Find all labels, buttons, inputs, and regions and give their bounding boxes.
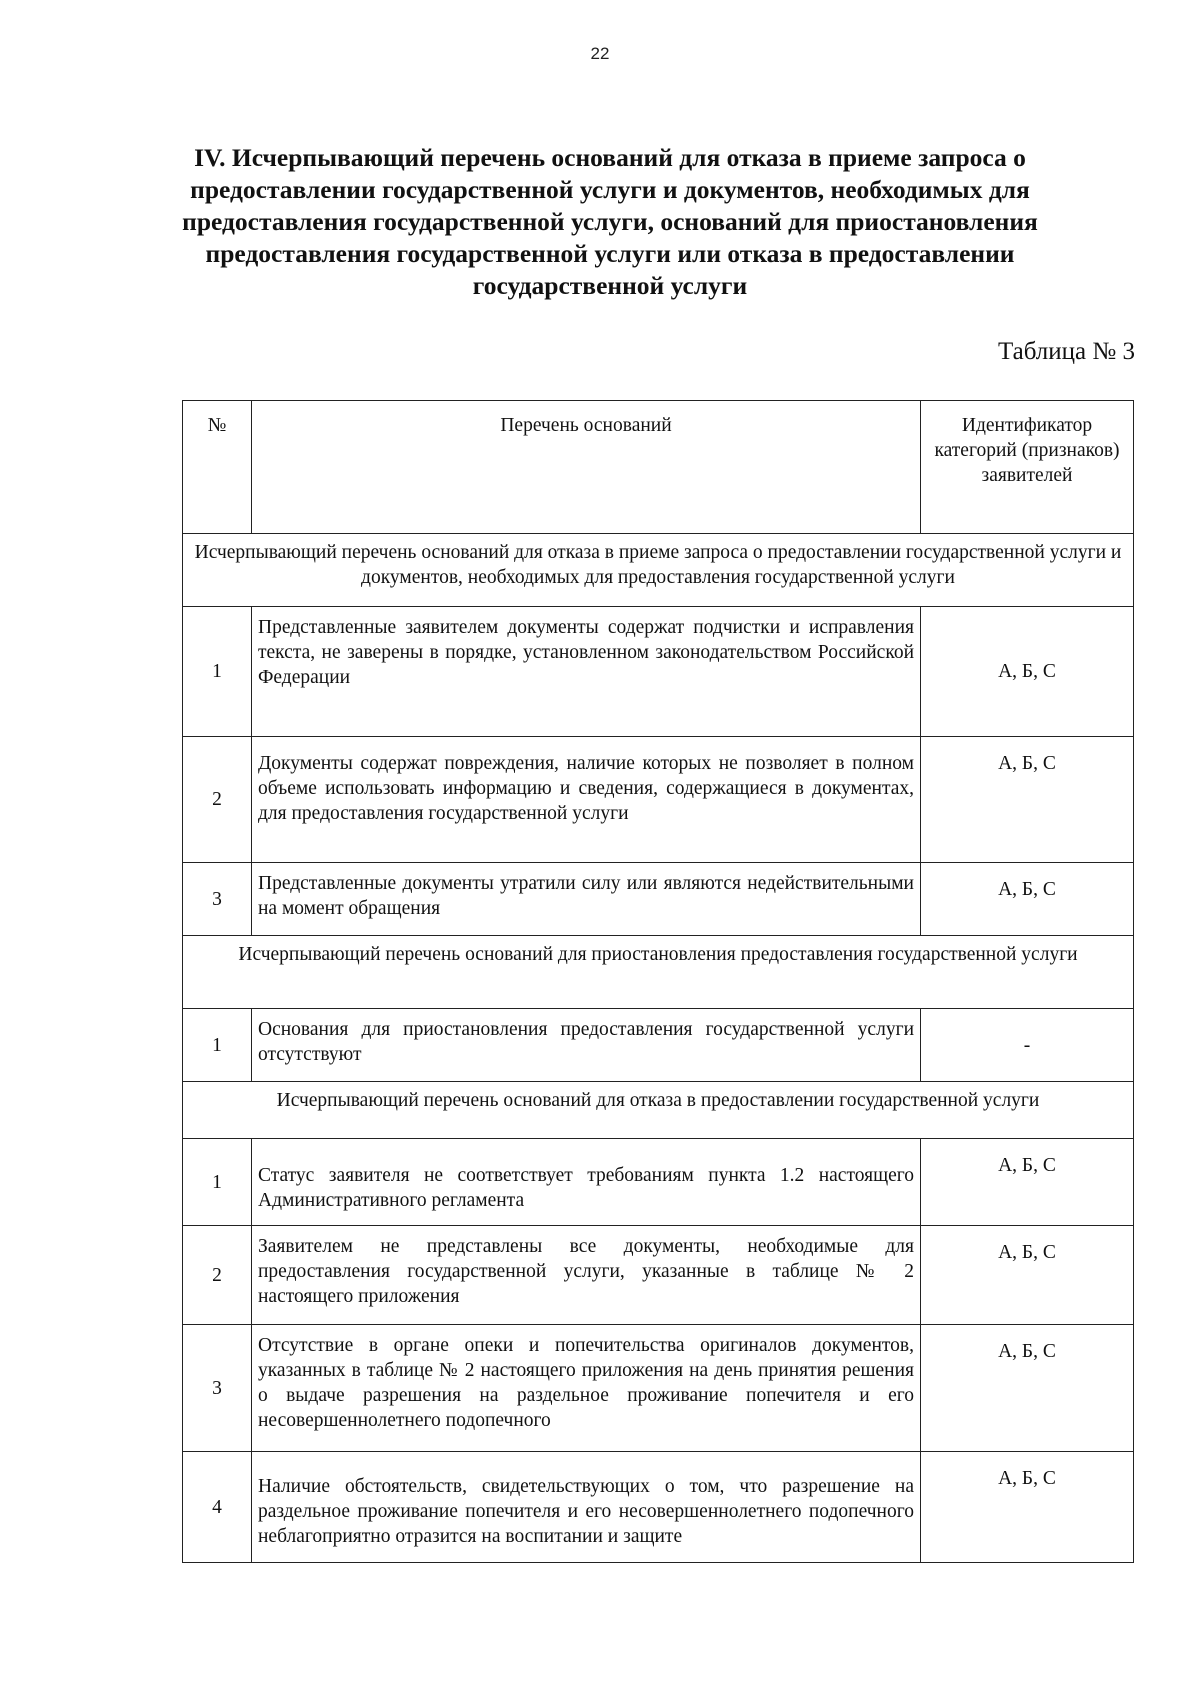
row-identifier: А, Б, С xyxy=(921,1139,1134,1226)
row-text: Статус заявителя не соответствует требованиям пункта 1.2 настоящего Административного регламента xyxy=(252,1139,921,1226)
row-identifier: А, Б, С xyxy=(921,607,1134,737)
row-num: 1 xyxy=(183,607,252,737)
row-text: Документы содержат повреждения, наличие которых не позволяет в полном объеме использовать информацию и сведения, содержащиеся в документах, для предоставления государственной услуги xyxy=(252,737,921,863)
section-heading-row xyxy=(183,1082,1134,1139)
row-identifier: А, Б, С xyxy=(921,863,1134,936)
table-row xyxy=(183,1325,1134,1452)
table-row xyxy=(183,1226,1134,1325)
row-text: Представленные заявителем документы содержат подчистки и исправления текста, не заверены в порядке, установленном законодательством Российской Федерации xyxy=(252,607,921,737)
row-num: 4 xyxy=(183,1452,252,1563)
row-text: Основания для приостановления предоставления государственной услуги отсутствуют xyxy=(252,1009,921,1082)
page-number: 22 xyxy=(590,44,610,63)
row-identifier: А, Б, С xyxy=(921,1452,1134,1563)
row-num: 3 xyxy=(183,1325,252,1452)
table-label: Таблица № 3 xyxy=(997,338,1135,365)
section-heading-row xyxy=(183,936,1134,1009)
table-row xyxy=(183,1452,1134,1563)
section-heading: Исчерпывающий перечень оснований для приостановления предоставления государственной услуги xyxy=(183,936,1134,1009)
row-text: Заявителем не представлены все документы, необходимые для предоставления государственной услуги, указанные в таблице № 2 настоящего приложения xyxy=(252,1226,921,1325)
table-row xyxy=(183,1139,1134,1226)
header-grounds: Перечень оснований xyxy=(252,401,921,534)
row-identifier: А, Б, С xyxy=(921,1325,1134,1452)
row-identifier: - xyxy=(921,1009,1134,1082)
row-num: 1 xyxy=(183,1009,252,1082)
row-num: 1 xyxy=(183,1139,252,1226)
row-identifier: А, Б, С xyxy=(921,737,1134,863)
row-text: Отсутствие в органе опеки и попечительства оригиналов документов, указанных в таблице № 2 настоящего приложения на день принятия решения о выдаче разрешения на раздельное проживание попечителя и его несовершеннолетнего подопечного xyxy=(252,1325,921,1452)
header-num: № xyxy=(183,401,252,534)
row-text: Представленные документы утратили силу или являются недействительными на момент обращения xyxy=(252,863,921,936)
row-identifier: А, Б, С xyxy=(921,1226,1134,1325)
table-header-row xyxy=(183,401,1134,534)
row-num: 2 xyxy=(183,1226,252,1325)
section-heading-row xyxy=(183,534,1134,607)
row-num: 3 xyxy=(183,863,252,936)
table-row xyxy=(183,737,1134,863)
section-title: IV. Исчерпывающий перечень оснований для отказа в приеме запроса о предоставлении государственной услуги и документов, необходимых для предоставления государственной услуги, оснований для приостановления предоставления государственной услуги или отказа в предоставлении государственной услуги xyxy=(182,143,1038,300)
section-heading: Исчерпывающий перечень оснований для отказа в предоставлении государственной услуги xyxy=(183,1082,1134,1139)
table-row xyxy=(183,863,1134,936)
grounds-table xyxy=(182,400,1134,1563)
section-heading: Исчерпывающий перечень оснований для отказа в приеме запроса о предоставлении государственной услуги и документов, необходимых для предоставления государственной услуги xyxy=(183,534,1134,607)
header-identifier: Идентификатор категорий (признаков) заявителей xyxy=(921,401,1134,534)
table-row xyxy=(183,1009,1134,1082)
row-num: 2 xyxy=(183,737,252,863)
row-text: Наличие обстоятельств, свидетельствующих о том, что разрешение на раздельное проживание попечителя и его несовершеннолетнего подопечного неблагоприятно отразится на воспитании и защите xyxy=(252,1452,921,1563)
table-row xyxy=(183,607,1134,737)
